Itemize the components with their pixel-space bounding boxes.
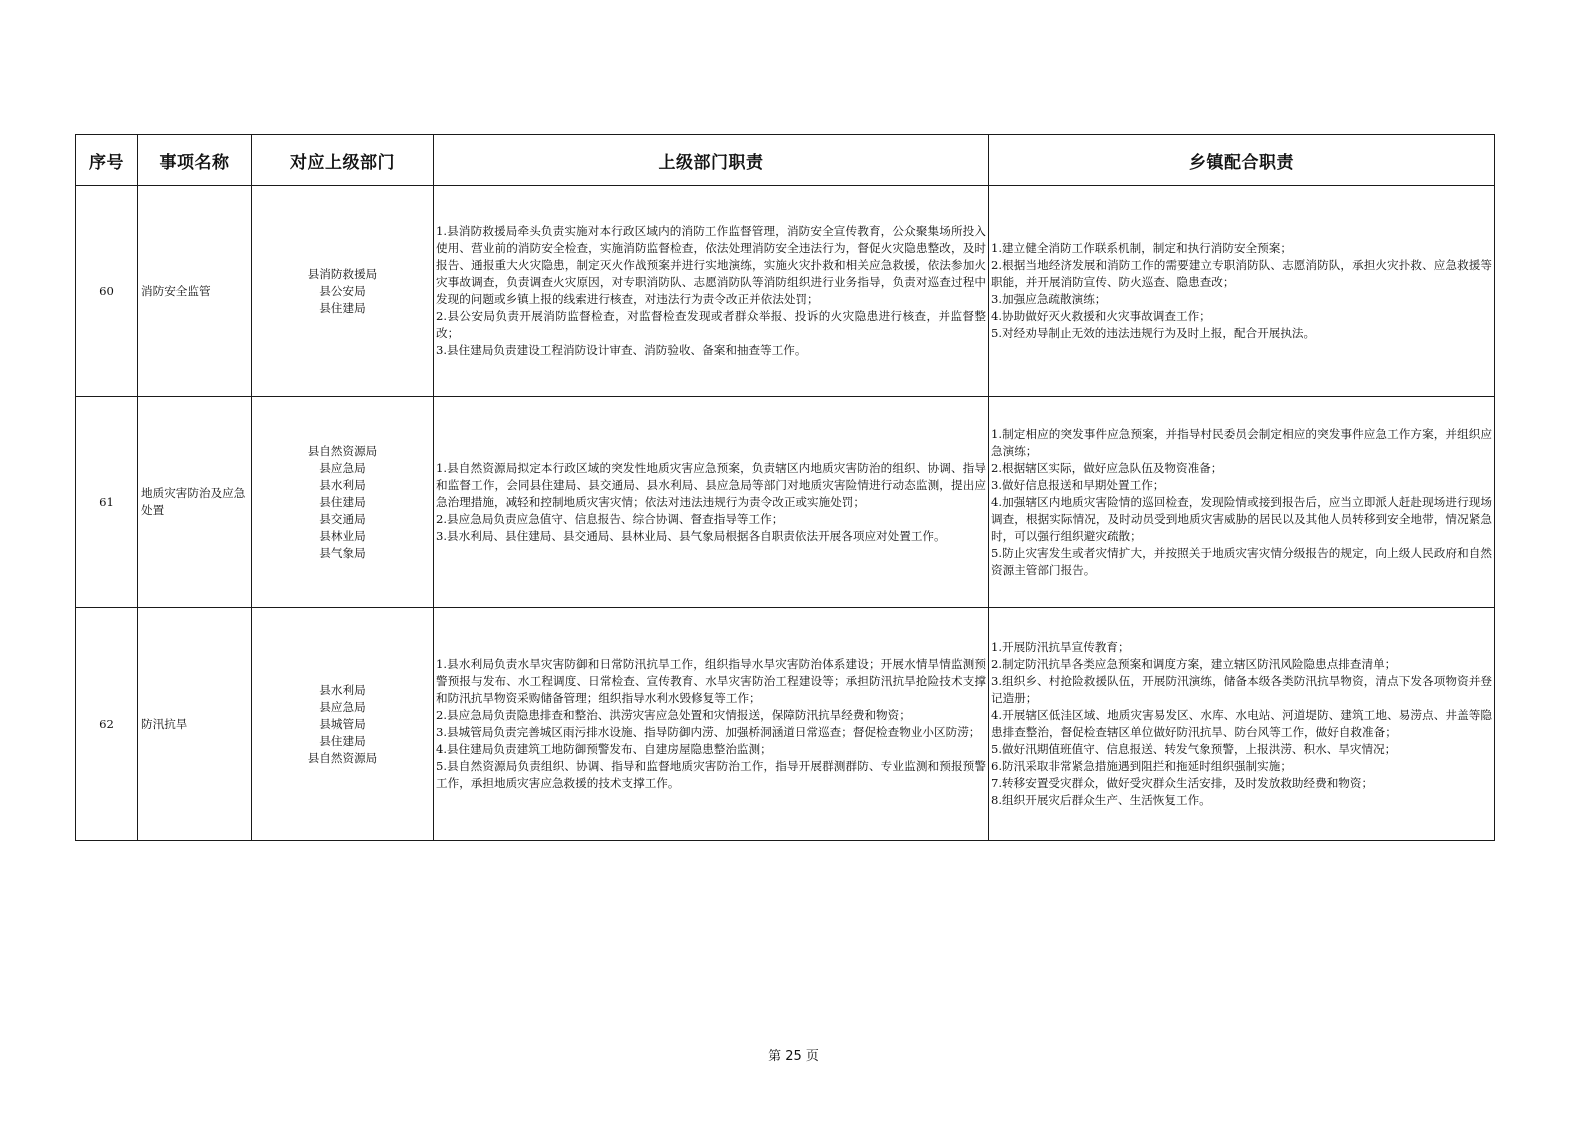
upper-duty-cell xyxy=(434,186,989,397)
dept-item: 县自然资源局 xyxy=(307,443,378,458)
row-number: 62 xyxy=(76,608,138,841)
page-number: 第 25 页 xyxy=(768,1049,819,1064)
town-duty-cell xyxy=(989,608,1495,841)
town-duty-item: 2.制定防汛抗旱各类应急预案和调度方案，建立辖区防汛风险隐患点排查清单； xyxy=(991,657,1397,671)
town-duty-item: 1.制定相应的突发事件应急预案，并指导村民委员会制定相应的突发事件应急工作方案，并组织应急演练； xyxy=(991,426,1492,458)
upper-duty-item: 4.县住建局负责建筑工地防御预警发布、自建房屋隐患整治监测； xyxy=(436,742,772,756)
town-duty-item: 3.加强应急疏散演练； xyxy=(991,292,1107,306)
town-duty-item: 4.加强辖区内地质灾害险情的巡回检查，发现险情或接到报告后，应当立即派人赶赴现场进行现场调查，根据实际情况，及时动员受到地质灾害威胁的居民以及其他人员转移到安全地带，情况紧急时，可以强行组织避灾疏散； xyxy=(991,494,1492,543)
dept-list xyxy=(252,397,434,608)
town-duty-item: 4.协助做好灭火救援和火灾事故调查工作； xyxy=(991,309,1211,323)
upper-duty-item: 3.县住建局负责建设工程消防设计审查、消防验收、备案和抽查等工作。 xyxy=(436,343,807,357)
town-duty-item: 7.转移安置受灾群众，做好受灾群众生活安排，及时发放救助经费和物资； xyxy=(991,776,1374,790)
upper-duty-item: 1.县消防救援局牵头负责实施对本行政区域内的消防工作监督管理，消防安全宣传教育，公众聚集场所投入使用、营业前的消防安全检查，实施消防监督检查，依法处理消防安全违法行为，督促火灾隐患整改，及时报告、通报重大火灾隐患，制定灭火作战预案并进行实地演练，实施火灾扑救和相关应急救援，依法参加火灾事故调查，负责调查火灾原因，对专职消防队、志愿消防队等消防组织进行业务指导，负责对巡查过程中发现的问题或乡镇上报的线索进行核查，对违法行为责令改正并依法处罚； xyxy=(436,224,986,306)
table-row xyxy=(76,186,1495,397)
dept-item: 县林业局 xyxy=(319,528,366,543)
dept-item: 县气象局 xyxy=(319,545,366,560)
item-name: 消防安全监管 xyxy=(138,186,252,397)
town-duty-item: 3.组织乡、村抢险救援队伍，开展防汛演练，储备本级各类防汛抗旱物资，清点下发各项物资并登记造册； xyxy=(991,674,1492,705)
dept-item: 县水利局 xyxy=(319,477,366,492)
dept-list xyxy=(252,186,434,397)
upper-duty-item: 1.县自然资源局拟定本行政区域的突发性地质灾害应急预案，负责辖区内地质灾害防治的组织、协调、指导和监督工作，会同县住建局、县交通局、县水利局、县应急局等部门对地质灾害险情进行动态监测，提出应急治理措施，减轻和控制地质灾害灾情；依法对违法违规行为责令改正或实施处罚； xyxy=(436,460,986,509)
town-duty-item: 2.根据当地经济发展和消防工作的需要建立专职消防队、志愿消防队，承担火灾扑救、应急救援等职能，并开展消防宣传、防火巡查、隐患查改； xyxy=(991,258,1492,289)
row-number: 61 xyxy=(76,397,138,608)
upper-duty-item: 2.县应急局负责隐患排查和整治、洪涝灾害应急处置和灾情报送，保障防汛抗旱经费和物资； xyxy=(436,708,911,722)
item-name: 防汛抗旱 xyxy=(138,608,252,841)
town-duty-item: 6.防汛采取非常紧急措施遇到阻拦和拖延时组织强制实施； xyxy=(991,759,1292,773)
dept-list xyxy=(252,608,434,841)
town-duty-cell xyxy=(989,397,1495,608)
town-duty-item: 2.根据辖区实际，做好应急队伍及物资准备； xyxy=(991,460,1223,475)
dept-item: 县消防救援局 xyxy=(307,266,378,281)
upper-duty-cell xyxy=(434,397,989,608)
town-duty-item: 5.对经劝导制止无效的违法违规行为及时上报，配合开展执法。 xyxy=(991,326,1316,340)
row-number: 60 xyxy=(76,186,138,397)
upper-duty-item: 1.县水利局负责水旱灾害防御和日常防汛抗旱工作，组织指导水旱灾害防治体系建设；开展水情旱情监测预警预报与发布、水工程调度、日常检查、宣传教育、水旱灾害防治工程建设等；承担防汛抗旱抢险技术支撑和防汛抗旱物资采购储备管理；组织指导水利水毁修复等工作； xyxy=(436,657,986,705)
dept-item: 县水利局 xyxy=(319,682,366,697)
dept-item: 县应急局 xyxy=(319,699,366,714)
dept-item: 县住建局 xyxy=(319,300,366,315)
dept-item: 县自然资源局 xyxy=(307,750,378,765)
upper-duty-item: 2.县应急局负责应急值守、信息报告、综合协调、督查指导等工作； xyxy=(436,511,784,526)
upper-duty-item: 3.县城管局负责完善城区雨污排水设施、指导防御内涝、加强桥洞涵道日常巡查；督促检查物业小区防涝； xyxy=(436,725,981,739)
header-town-duty: 乡镇配合职责 xyxy=(989,135,1495,186)
upper-duty-cell xyxy=(434,608,989,841)
header-no: 序号 xyxy=(76,135,138,186)
dept-item: 县城管局 xyxy=(319,716,366,731)
upper-duty-item: 5.县自然资源局负责组织、协调、指导和监督地质灾害防治工作，指导开展群测群防、专业监测和预报预警工作，承担地质灾害应急救援的技术支撑工作。 xyxy=(436,759,986,790)
town-duty-item: 5.做好汛期值班值守、信息报送、转发气象预警，上报洪涝、积水、旱灾情况； xyxy=(991,742,1397,756)
town-duty-item: 3.做好信息报送和早期处置工作； xyxy=(991,477,1165,492)
dept-item: 县应急局 xyxy=(319,460,366,475)
town-duty-cell xyxy=(989,186,1495,397)
town-duty-item: 1.建立健全消防工作联系机制，制定和执行消防安全预案； xyxy=(991,241,1292,255)
town-duty-item: 1.开展防汛抗旱宣传教育； xyxy=(991,640,1130,654)
table-row xyxy=(76,608,1495,841)
dept-item: 县交通局 xyxy=(319,511,366,526)
dept-item: 县公安局 xyxy=(319,283,366,298)
table-row xyxy=(76,397,1495,608)
duty-table xyxy=(75,134,1495,841)
item-name: 地质灾害防治及应急处置 xyxy=(138,397,252,608)
header-dept: 对应上级部门 xyxy=(252,135,434,186)
header-name: 事项名称 xyxy=(138,135,252,186)
header-upper-duty: 上级部门职责 xyxy=(434,135,989,186)
upper-duty-item: 3.县水利局、县住建局、县交通局、县林业局、县气象局根据各自职责依法开展各项应对处置工作。 xyxy=(436,528,946,543)
upper-duty-item: 2.县公安局负责开展消防监督检查，对监督检查发现或者群众举报、投诉的火灾隐患进行核查，并监督整改； xyxy=(436,309,986,340)
dept-item: 县住建局 xyxy=(319,733,366,748)
town-duty-item: 5.防止灾害发生或者灾情扩大，并按照关于地质灾害灾情分级报告的规定，向上级人民政府和自然资源主管部门报告。 xyxy=(991,545,1492,577)
dept-item: 县住建局 xyxy=(319,494,366,509)
town-duty-item: 4.开展辖区低洼区域、地质灾害易发区、水库、水电站、河道堤防、建筑工地、易涝点、井盖等隐患排查整治，督促检查辖区单位做好防汛抗旱、防台风等工作，做好自救准备； xyxy=(991,708,1492,739)
header-row xyxy=(76,135,1495,186)
town-duty-item: 8.组织开展灾后群众生产、生活恢复工作。 xyxy=(991,793,1211,807)
